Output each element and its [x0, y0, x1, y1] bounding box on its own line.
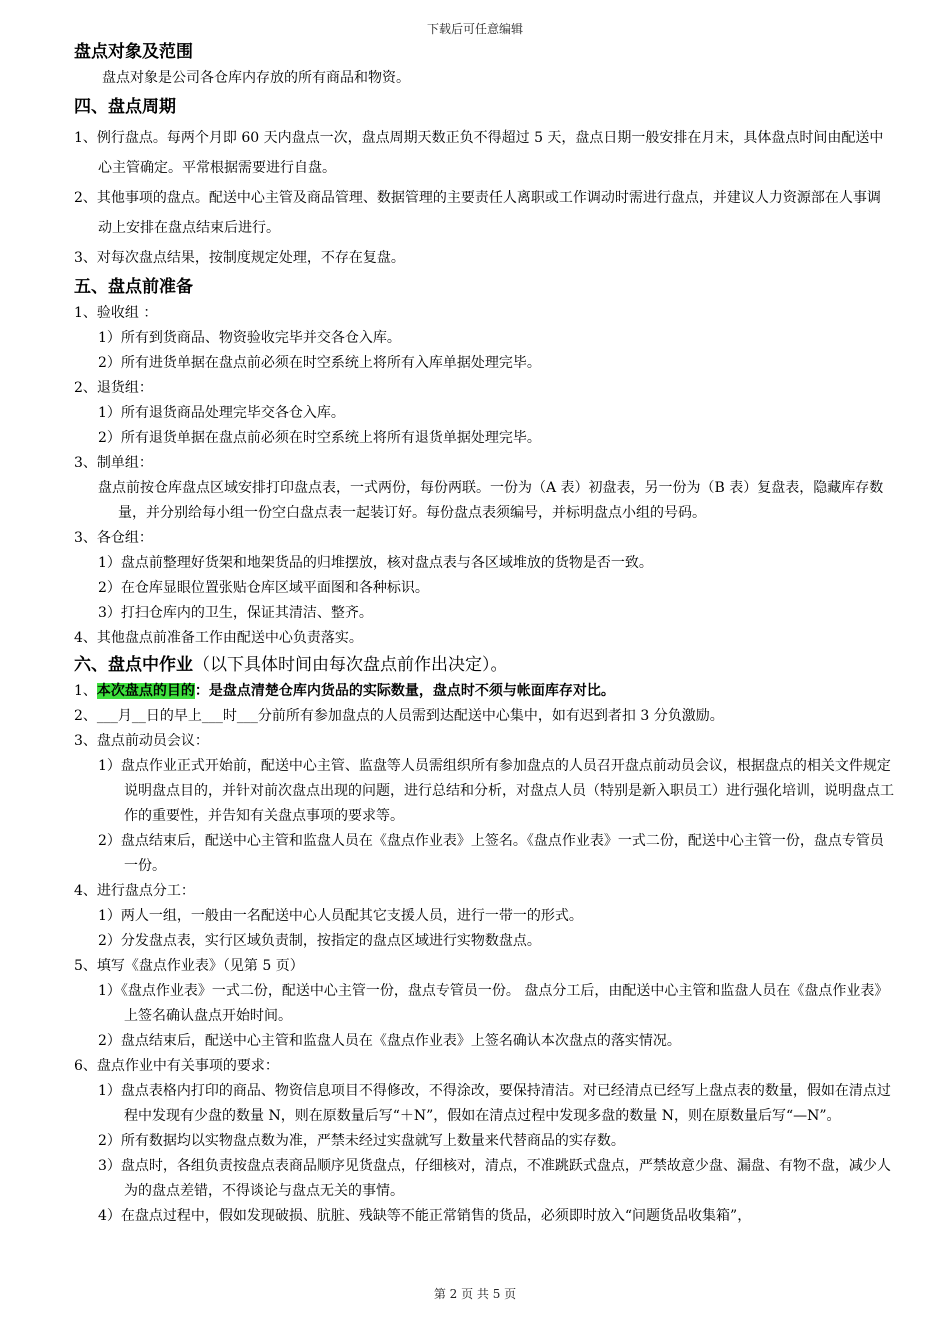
group-title: 5、填写《盘点作业表》（见第 5 页）	[74, 958, 304, 974]
list-item: 1）所有到货商品、物资验收完毕并交各仓入库。	[98, 330, 401, 346]
group-title: 4、进行盘点分工：	[74, 883, 195, 899]
list-item: 4）在盘点过程中，假如发现破损、肮脏、残缺等不能正常销售的货品，必须即时放入“问题货品收集箱”，	[98, 1208, 752, 1224]
list-item: 1）所有退货商品处理完毕交各仓入库。	[98, 405, 345, 421]
list-item: 2）所有退货单据在盘点前必须在时空系统上将所有退货单据处理完毕。	[98, 430, 541, 446]
list-item: 3）盘点时，各组负责按盘点表商品顺序见货盘点，仔细核对，清点，不准跳跃式盘点，严禁故意少盘、漏盘、有物不盘，减少人为的盘点差错，不得谈论与盘点无关的事情。	[98, 1158, 891, 1199]
list-item: 1）两人一组，一般由一名配送中心人员配其它支援人员，进行一带一的形式。	[98, 908, 583, 924]
group-title: 1、验收组 ：	[74, 305, 158, 321]
section-title-4: 四、盘点周期	[74, 97, 176, 117]
group-title: 6、盘点作业中有关事项的要求：	[74, 1058, 279, 1074]
section-title-6: 六、盘点中作业（以下具体时间由每次盘点前作出决定）。	[74, 655, 508, 675]
highlighted-text: 本次盘点的目的	[96, 683, 195, 699]
list-item: 3、对每次盘点结果，按制度规定处理，不存在复盘。	[74, 250, 405, 266]
list-item: 1）盘点作业正式开始前，配送中心主管、监盘等人员需组织所有参加盘点的人员召开盘点前动员会议，根据盘点的相关文件规定说明盘点目的，并针对前次盘点出现的问题，进行总结和分析，对盘点人员（特别是新入职员工）进行强化培训，说明盘点工作的重要性，并告知有关盘点事项的要求等。	[98, 758, 894, 824]
page-footer: 第 2 页 共 5 页	[433, 1287, 517, 1301]
list-item: 1、例行盘点。每两个月即 60 天内盘点一次，盘点周期天数正负不得超过 5 天，盘点日期一般安排在月末，具体盘点时间由配送中心主管确定。平常根据需要进行自盘。	[74, 130, 884, 176]
list-item: 2）所有进货单据在盘点前必须在时空系统上将所有入库单据处理完毕。	[98, 355, 541, 371]
group-title: 3、各仓组：	[74, 530, 153, 546]
list-item: 2、其他事项的盘点。配送中心主管及商品管理、数据管理的主要责任人离职或工作调动时需进行盘点，并建议人力资源部在人事调动上安排在盘点结束后进行。	[74, 190, 881, 236]
list-item: 1）盘点表格内打印的商品、物资信息项目不得修改，不得涂改，要保持清洁。对已经清点已经写上盘点表的数量，假如在清点过程中发现有少盘的数量 N，则在原数量后写“＋N”，假如在清点过程中发现多盘的数量 N，则在原数量后写“—N”。	[98, 1083, 891, 1124]
group-title: 3、制单组：	[74, 455, 153, 471]
list-item: 1）《盘点作业表》一式二份，配送中心主管一份，盘点专管员一份。 盘点分工后，由配送中心主管和监盘人员在《盘点作业表》上签名确认盘点开始时间。	[98, 983, 889, 1024]
group-title: 2、退货组：	[74, 380, 153, 396]
page-header: 下载后可任意编辑	[426, 22, 523, 36]
paragraph: 盘点前按仓库盘点区域安排打印盘点表，一式两份，每份两联。一份为（A 表）初盘表，另一份为（B 表）复盘表，隐藏库存数量，并分别给每小组一份空白盘点表一起装订好。每份盘点表须编号，并标明盘点小组的号码。	[98, 480, 884, 521]
list-item: 2）所有数据均以实物盘点数为准，严禁未经过实盘就写上数量来代替商品的实存数。	[98, 1133, 625, 1149]
list-item: 1、本次盘点的目的：是盘点清楚仓库内货品的实际数量，盘点时不须与帐面库存对比。	[74, 683, 615, 699]
list-item: 1）盘点前整理好货架和地架货品的归堆摆放，核对盘点表与各区域堆放的货物是否一致。	[98, 555, 653, 571]
paragraph: 盘点对象是公司各仓库内存放的所有商品和物资。	[102, 70, 410, 86]
section-title-5: 五、盘点前准备	[74, 277, 193, 297]
list-item: 2）盘点结束后，配送中心主管和监盘人员在《盘点作业表》上签名确认本次盘点的落实情况。	[98, 1033, 681, 1049]
list-item: 2、___月__日的早上___时___分前所有参加盘点的人员需到达配送中心集中，如有迟到者扣 3 分负激励。	[74, 708, 724, 724]
list-item: 2）在仓库显眼位置张贴仓库区域平面图和各种标识。	[98, 580, 429, 596]
list-item: 4、其他盘点前准备工作由配送中心负责落实。	[74, 630, 363, 646]
section-title-object: 盘点对象及范围	[74, 42, 193, 62]
list-item: 3）打扫仓库内的卫生，保证其清洁、整齐。	[98, 605, 373, 621]
document-body	[74, 38, 894, 1229]
list-item: 2）分发盘点表，实行区域负责制，按指定的盘点区域进行实物数盘点。	[98, 933, 541, 949]
group-title: 3、盘点前动员会议：	[74, 733, 209, 749]
list-item: 2）盘点结束后，配送中心主管和监盘人员在《盘点作业表》上签名。《盘点作业表》一式二份，配送中心主管一份，盘点专管员一份。	[98, 833, 884, 874]
